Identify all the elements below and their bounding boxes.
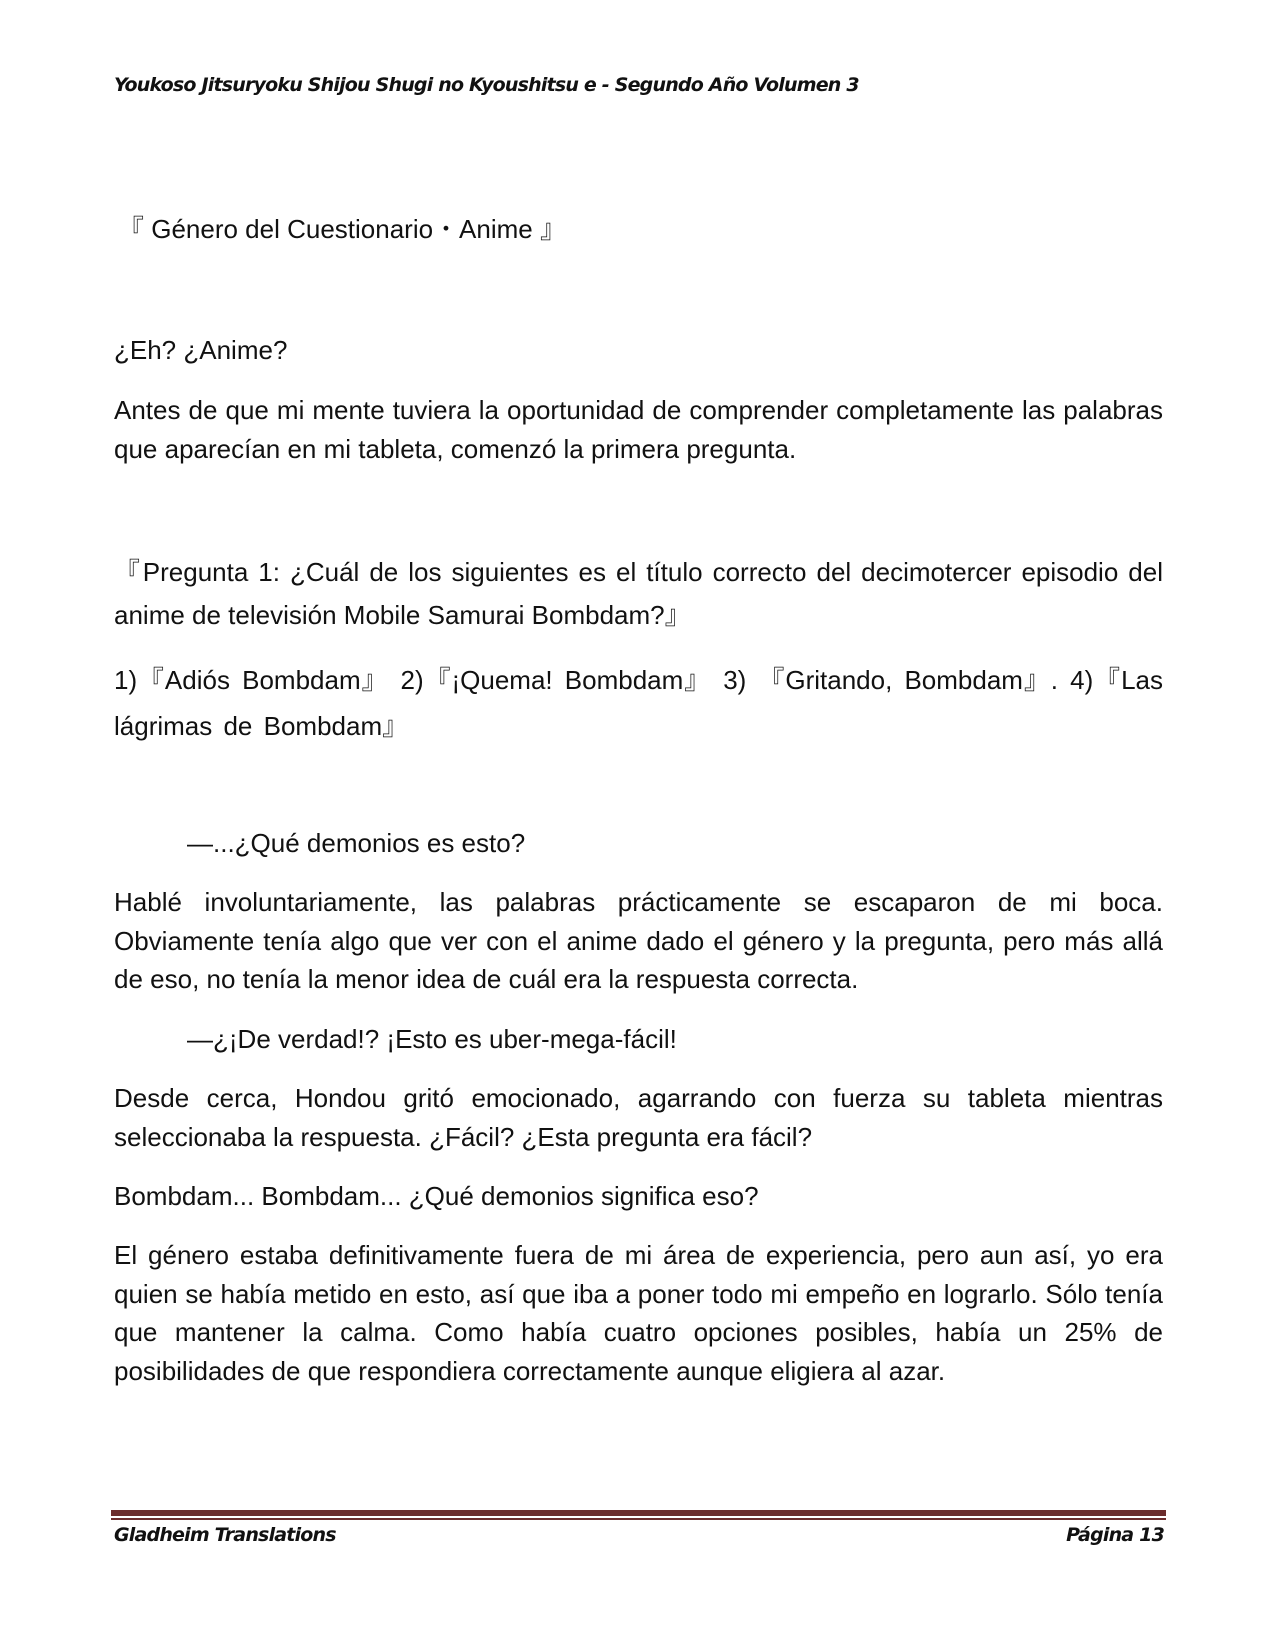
quiz-options: 1)『Adiós Bombdam』 2)『¡Quema! Bombdam』 3) 『Gritando, Bombdam』. 4)『Las lágrimas de Bombdam』 bbox=[114, 665, 1163, 741]
page-number: Página 13 bbox=[1066, 1524, 1164, 1546]
paragraph: Desde cerca, Hondou gritó emocionado, agarrando con fuerza su tableta mientras seleccionaba la respuesta. ¿Fácil? ¿Esta pregunta era fácil? bbox=[114, 1083, 1163, 1152]
paragraph: Antes de que mi mente tuviera la oportunidad de comprender completamente las palabras que aparecían en mi tableta, comenzó la primera pregunta. bbox=[114, 395, 1163, 464]
quiz-question: 『Pregunta 1: ¿Cuál de los siguientes es el título correcto del decimotercer episodio del anime de televisión Mobile Samurai Bombdam?』 bbox=[114, 557, 1163, 630]
footer-credit: Gladheim Translations bbox=[114, 1524, 336, 1546]
paragraph: ¿Eh? ¿Anime? bbox=[114, 335, 288, 365]
footer-rule bbox=[111, 1510, 1166, 1520]
paragraph: Bombdam... Bombdam... ¿Qué demonios significa eso? bbox=[114, 1181, 759, 1211]
dialogue-line: —...¿Qué demonios es esto? bbox=[187, 828, 526, 858]
section-heading: 『 Género del Cuestionario・Anime 』 bbox=[118, 214, 566, 244]
running-header: Youkoso Jitsuryoku Shijou Shugi no Kyoushitsu e - Segundo Año Volumen 3 bbox=[114, 74, 859, 96]
dialogue-line: —¿¡De verdad!? ¡Esto es uber-mega-fácil! bbox=[187, 1024, 677, 1054]
paragraph: Hablé involuntariamente, las palabras prácticamente se escaparon de mi boca. Obviamente tenía algo que ver con el anime dado el género y la pregunta, pero más allá de eso, no tenía la menor idea de cuál era la respuesta correcta. bbox=[114, 887, 1163, 994]
paragraph: El género estaba definitivamente fuera de mi área de experiencia, pero aun así, yo era quien se había metido en esto, así que iba a poner todo mi empeño en lograrlo. Sólo tenía que mantener la calma. Como había cuatro opciones posibles, había un 25% de posibilidades de que respondiera correctamente aunque eligiera al azar. bbox=[114, 1240, 1163, 1386]
